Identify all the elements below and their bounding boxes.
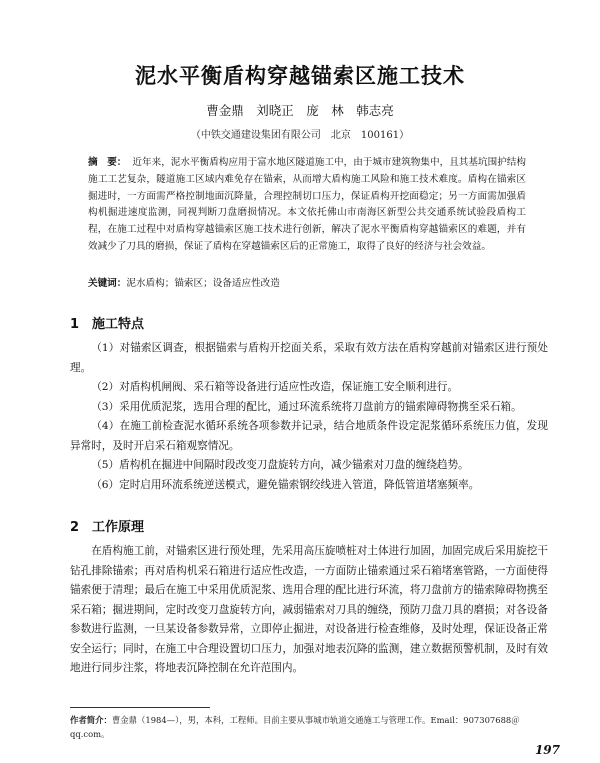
paragraph: 在盾构施工前，对锚索区进行预处理，先采用高压旋喷桩对土体进行加固，加固完成后采用旋挖干钻孔排除锚索；再对盾构机采石箱进行适应性改造，一方面防止锚索通过采石箱堵塞管路，一方面使得锚索便于清理；最后在施工中采用优质泥浆、选用合理的配比进行环流，将刀盘前方的锚索障碍物携至采石箱；掘进期间，定时改变刀盘旋转方向，减弱锚索对刀具的缠绕，预防刀盘刀具的磨损；对各设备参数进行监测，一旦某设备参数异常，立即停止掘进，对设备进行检查维修，及时处理，保证设备正常安全运行；同时，在施工中合理设置切口压力，加强对地表沉降的监测，建立数据预警机制，及时有效地进行同步注浆，将地表沉降控制在允许范围内。 (70, 545, 548, 674)
affiliation: （中铁交通建设集团有限公司 北京 100161） (190, 130, 410, 141)
list-item: （4）在施工前检查泥水循环系统各项参数并记录，结合地质条件设定泥浆循环系统压力值，发现异常时，及时开启采石箱观察情况。 (70, 420, 548, 452)
keywords-text: 泥水盾构；锚索区；设备适应性改造 (126, 278, 280, 289)
abstract-label: 摘 要： (88, 157, 127, 168)
section-title: 施工特点 (92, 317, 145, 332)
footnote (70, 713, 548, 741)
list-item: （3）采用优质泥浆，选用合理的配比，通过环流系统将刀盘前方的锚索障碍物携至采石箱。 (91, 400, 522, 413)
paper-title: 泥水平衡盾构穿越锚索区施工技术 (135, 63, 465, 88)
abstract (88, 155, 526, 256)
list-item: （5）盾构机在掘进中间隔时段改变刀盘旋转方向，减少锚索对刀盘的缠绕趋势。 (91, 459, 469, 471)
author-list: 曹金鼎 刘晓正 庞 林 韩志亮 (206, 103, 394, 118)
section-heading (70, 516, 144, 535)
section-number: 1 (70, 317, 80, 332)
section-heading (70, 313, 144, 332)
footnote-label: 作者简介： (70, 715, 112, 725)
list-item: （1）对锚索区调查，根据锚索与盾构开挖面关系，采取有效方法在盾构穿越前对锚索区进行预处理。 (70, 342, 548, 374)
section-title: 工作原理 (92, 520, 145, 535)
footnote-divider (70, 707, 210, 708)
section-number: 2 (70, 520, 80, 535)
list-item: （2）对盾构机闸阀、采石箱等设备进行适应性改造，保证施工安全顺利进行。 (91, 381, 459, 393)
feature-list (70, 339, 548, 495)
footnote-text: 曹金鼎（1984—），男，本科，工程师。目前主要从事城市轨道交通施工与管理工作。Email：907307688＠qq.com。 (70, 715, 520, 739)
keywords-label: 关键词： (88, 278, 127, 289)
page-number: 197 (534, 743, 560, 757)
list-item: （6）定时启用环流系统逆送模式，避免锚索钢绞线进入管道，降低管道堵塞频率。 (91, 478, 480, 491)
abstract-text: 近年来，泥水平衡盾构应用于富水地区隧道施工中，由于城市建筑物集中，且其基坑围护结构施工工艺复杂，隧道施工区域内难免存在锚索，从而增大盾构施工风险和施工技术难度。盾构在锚索区掘进时，一方面需严格控制地面沉降量，合理控制切口压力，保证盾构开挖面稳定；另一方面需加强盾构机掘进速度监测，同视判断刀盘磨损情况。本文依托佛山市南海区新型公共交通系统试验段盾构工程，在施工过程中对盾构穿越锚索区施工技术进行创新，解决了泥水平衡盾构穿越锚索区的难题，并有效减少了刀具的磨损，保证了盾构在穿越锚索区后的正常施工，取得了良好的经济与社会效益。 (88, 157, 527, 252)
section-body (70, 542, 548, 679)
keywords (88, 276, 526, 292)
